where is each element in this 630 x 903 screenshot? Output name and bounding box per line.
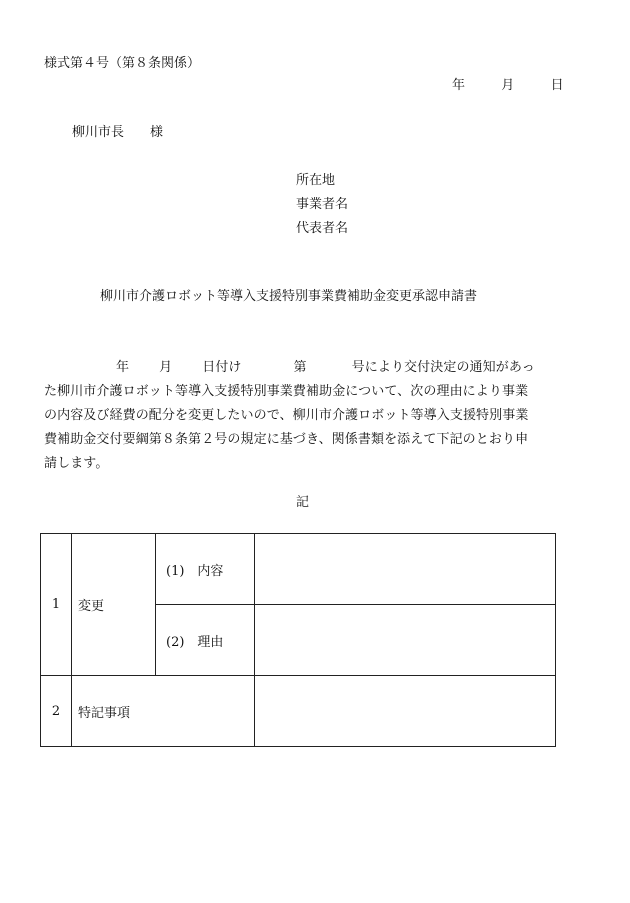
body-number-prefix: 第 [293, 360, 307, 375]
applicant-representative-label: 代表者名 [296, 221, 349, 236]
row-2-value[interactable] [255, 676, 556, 747]
row-1-sub-2-value[interactable] [255, 605, 556, 676]
row-2-label: 特記事項 [72, 676, 255, 747]
row-1-label: 変更 [72, 534, 156, 676]
applicant-address-label: 所在地 [296, 173, 336, 188]
addressee-name: 柳川市長 [72, 125, 125, 140]
row-1-sub-1-value[interactable] [255, 534, 556, 605]
body-line-4: 費補助金交付要綱第８条第２号の規定に基づき、関係書類を添えて下記のとおり申 [44, 432, 529, 447]
table-row [41, 676, 556, 747]
addressee [72, 126, 163, 139]
table-row [41, 534, 556, 605]
row-1-sub-2-label: (2) 理由 [156, 605, 255, 676]
body-dated: 日付け [202, 360, 242, 375]
row-1-number: 1 [41, 534, 72, 676]
form-number: 様式第４号（第８条関係） [44, 56, 201, 71]
body-line-2: た柳川市介護ロボット等導入支援特別事業費補助金について、次の理由により事業 [44, 384, 529, 399]
body-line-3: の内容及び経費の配分を変更したいので、柳川市介護ロボット等導入支援特別事業 [44, 408, 529, 423]
ki-heading: 記 [296, 495, 310, 510]
addressee-honorific: 様 [150, 125, 164, 140]
row-2-number: 2 [41, 676, 72, 747]
applicant-block [296, 174, 348, 246]
body-line-1 [44, 356, 564, 380]
date-day-label: 日 [550, 78, 564, 93]
body-year: 年 [116, 360, 130, 375]
body-line-5: 請します。 [44, 456, 109, 471]
applicant-business-name-label: 事業者名 [296, 197, 349, 212]
detail-table [40, 533, 556, 747]
body-paragraph [44, 356, 564, 476]
document-title: 柳川市介護ロボット等導入支援特別事業費補助金変更承認申請書 [100, 289, 478, 304]
body-month: 月 [159, 360, 173, 375]
date-month-label: 月 [501, 78, 515, 93]
body-line-1-tail: 号により交付決定の通知があっ [351, 360, 535, 375]
row-1-sub-1-label: (1) 内容 [156, 534, 255, 605]
date-line [452, 79, 564, 92]
date-year-label: 年 [452, 78, 466, 93]
